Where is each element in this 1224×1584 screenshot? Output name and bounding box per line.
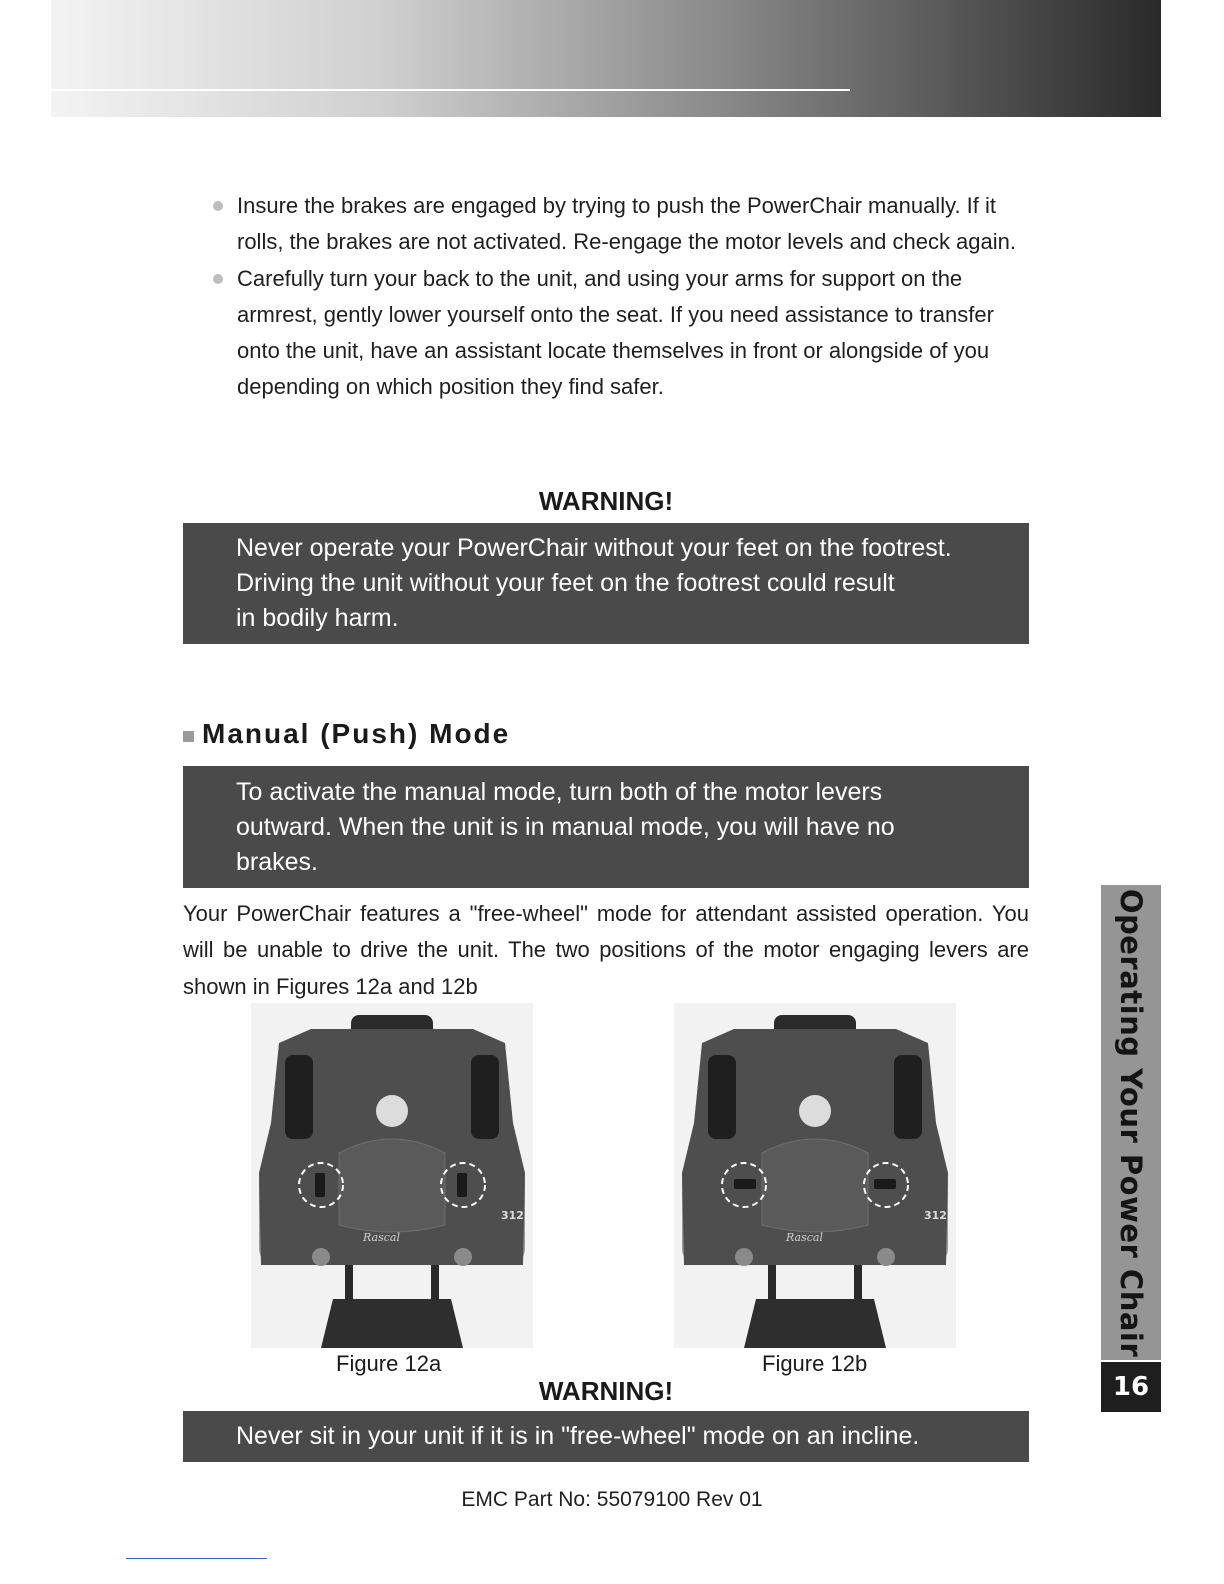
side-section-tab bbox=[1101, 885, 1161, 1360]
bullet-item bbox=[237, 188, 1037, 261]
section-title-text: Manual (Push) Mode bbox=[202, 718, 511, 749]
unit-badge: 312 bbox=[501, 1209, 524, 1222]
side-tab-text: Operating Your Power Chair bbox=[1114, 888, 1148, 1357]
body-paragraph: Your PowerChair features a "free-wheel" mode for attendant assisted operation. You will be unable to drive the unit. The two positions of the motor engaging levers are shown in Figures 12a and 12b bbox=[183, 901, 1029, 999]
powerchair-icon bbox=[251, 1003, 533, 1348]
note-line: outward. When the unit is in manual mode, you will have no bbox=[236, 813, 895, 841]
figure-12a-photo bbox=[251, 1003, 533, 1348]
unit-badge: 312 bbox=[924, 1209, 947, 1222]
figure-12b-photo bbox=[674, 1003, 956, 1348]
warning-line: Never operate your PowerChair without your feet on the footrest. bbox=[236, 534, 952, 562]
warning-text: Never sit in your unit if it is in "free-wheel" mode on an incline. bbox=[236, 1422, 920, 1450]
header-band bbox=[51, 0, 1161, 117]
footer-part-number: EMC Part No: 55079100 Rev 01 bbox=[461, 1488, 763, 1511]
warning-box bbox=[183, 523, 1029, 644]
bullet-item bbox=[237, 261, 1037, 406]
bullet-text: Insure the brakes are engaged by trying to push the PowerChair manually. If it rolls, the brakes are not activated. Re-engage the motor levels and check again. bbox=[237, 193, 1017, 255]
warning-heading: WARNING! bbox=[538, 1376, 674, 1406]
brand-logo: Rascal bbox=[363, 1231, 400, 1244]
brand-logo: Rascal bbox=[786, 1231, 823, 1244]
bullet-dot-icon bbox=[213, 201, 223, 211]
square-bullet-icon bbox=[183, 731, 194, 742]
warning-box bbox=[183, 1411, 1029, 1462]
warning-line: Driving the unit without your feet on the footrest could result bbox=[236, 569, 895, 597]
figure-12a-caption: Figure 12a bbox=[336, 1351, 442, 1376]
note-line: To activate the manual mode, turn both of the motor levers bbox=[236, 778, 883, 806]
manual-mode-note bbox=[183, 766, 1029, 888]
powerchair-icon bbox=[674, 1003, 956, 1348]
footer-link-underline bbox=[126, 1558, 267, 1559]
bullet-list bbox=[237, 188, 1037, 406]
bullet-text: Carefully turn your back to the unit, and using your arms for support on the armrest, gently lower yourself onto the seat. If you need assistance to transfer onto the unit, have an assistant locate themselves in front or alongside of you depending on which position they find safer. bbox=[237, 265, 994, 400]
warning-line: in bodily harm. bbox=[236, 604, 399, 632]
figure-12b-caption: Figure 12b bbox=[762, 1351, 868, 1376]
section-title bbox=[183, 718, 510, 750]
note-line: brakes. bbox=[236, 848, 318, 876]
warning-heading: WARNING! bbox=[538, 486, 674, 516]
bullet-dot-icon bbox=[213, 274, 223, 284]
page-number: 16 bbox=[1101, 1362, 1161, 1412]
header-rule bbox=[51, 89, 850, 91]
